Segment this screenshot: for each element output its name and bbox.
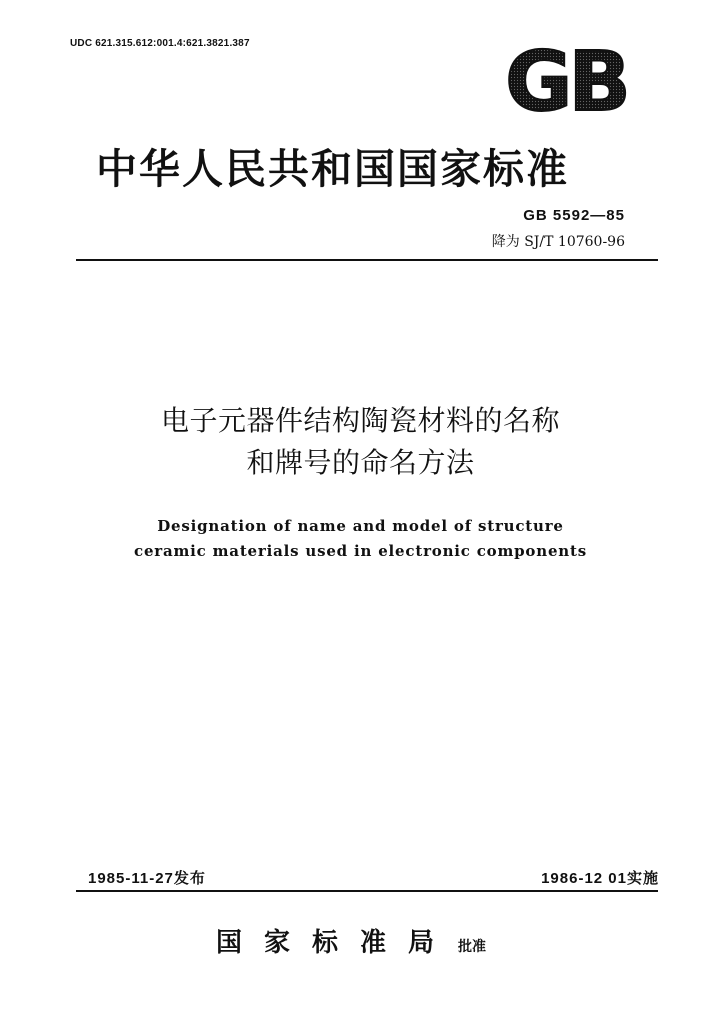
gb-logo-text: GB: [505, 40, 627, 116]
standard-number: GB 5592—85: [523, 207, 625, 224]
english-title-line-2: ceramic materials used in electronic components: [134, 542, 587, 560]
replaced-note: 降为 SJ/T 10760-96: [491, 234, 625, 250]
english-title: [0, 514, 721, 564]
bottom-divider: [76, 890, 658, 892]
english-title-line-1: Designation of name and model of structure: [157, 517, 564, 535]
udc-code: UDC 621.315.612:001.4:621.3821.387: [70, 38, 250, 49]
chinese-title-line-2: 和牌号的命名方法: [246, 446, 475, 479]
approver-name: 国家标准局: [216, 928, 457, 958]
effective-date: 1986-12 01实施: [541, 870, 659, 887]
approver-line: [216, 922, 486, 959]
main-title: 中华人民共和国国家标准: [96, 145, 569, 193]
gb-logo: [495, 40, 637, 116]
approver-action: 批准: [458, 939, 487, 955]
chinese-title: [0, 400, 721, 484]
chinese-title-line-1: 电子元器件结构陶瓷材料的名称: [160, 404, 560, 437]
issue-date: 1985-11-27发布: [88, 870, 206, 887]
top-divider: [76, 259, 658, 261]
